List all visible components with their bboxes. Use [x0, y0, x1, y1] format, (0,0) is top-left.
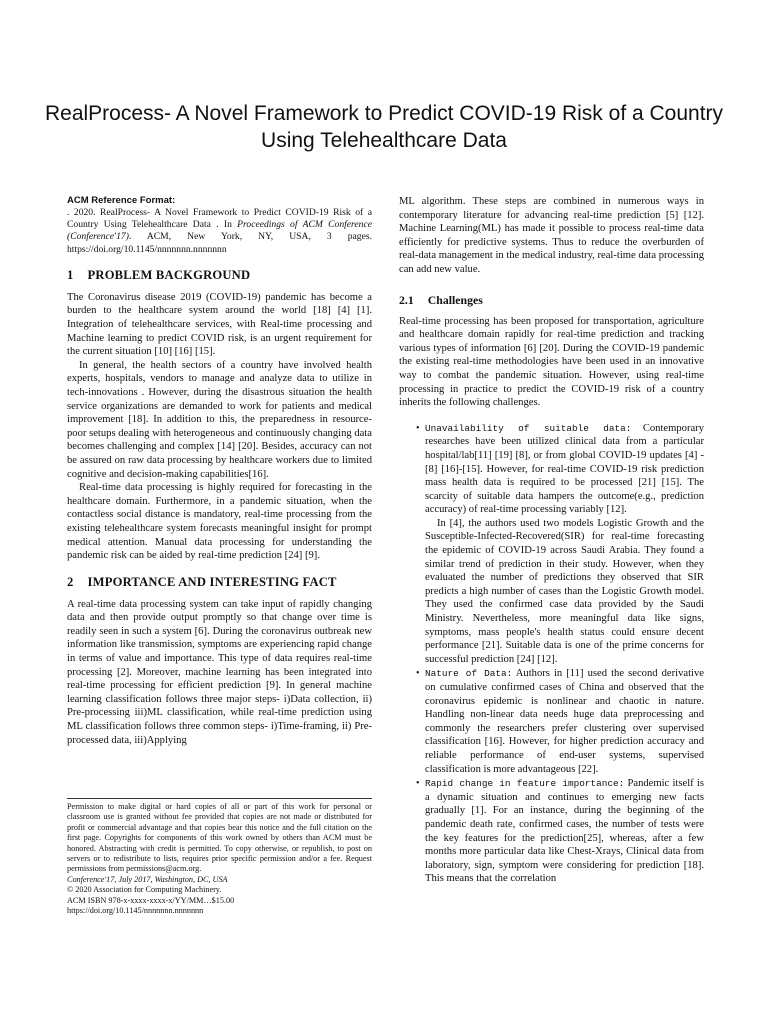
doi-line: https://doi.org/10.1145/nnnnnnn.nnnnnnn [67, 906, 204, 916]
acm-ref-text: . 2020. RealProcess- A Novel Framework to Predict COVID-19 Risk of a Country Using Telehealthcare Data . In Proceedings of ACM Conference (Conference'17). ACM, New York, NY, USA, 3 pages. https://doi.org/10.1145/nnnnnnn.nnnnnnn [67, 207, 372, 255]
right-column [399, 195, 704, 887]
isbn-line: ACM ISBN 978-x-xxxx-xxxx-x/YY/MM…$15.00 [67, 895, 235, 905]
bullet-icon: • [416, 778, 420, 790]
copyright-footnote [67, 798, 372, 916]
paragraph: Real-time processing has been proposed for transportation, agriculture and healthcare domain rapidly for real-time prediction and tracking various types of information [6] [20]. During the COVID-19 pandemic the existing real-time methodologies have been used in an innovative way to combat the pandemic situation. However, using real-time processing in practice to predict the COVID-19 risk of a country inherits the following challenges. [399, 315, 704, 409]
challenges-list [399, 422, 704, 886]
bullet-icon: • [416, 668, 420, 680]
acm-ref-heading: ACM Reference Format: [67, 195, 176, 206]
permission-notice: Permission to make digital or hard copies of all or part of this work for personal or classroom use is granted without fee provided that copies are not made or distributed for profit or commercial advantage and that copies bear this notice and the full citation on the first page. Copyrights for components of this work owned by others than ACM must be honored. Abstracting with credit is permitted. To copy otherwise, or republish, to post on servers or to redistribute to lists, requires prior specific permission and/or a fee. Request permissions from permissions@acm.org. [67, 802, 372, 874]
list-item: • Unavailability of suitable data: Contemporary researches have been utilized clinical data from a particular hospital/lab[11] [19] [8], or from global COVID-19 updates [4] - [8] [16]-[15]. However, for real-time COVID-19 risk prediction mass health data is required to be processed [21] [15]. The scarcity of suitable data hampers the outcome(e.g., prediction accuracy) of real-time processing variably [12]. In [4], the authors used two models Logistic Growth and the Susceptible-Infected-Recovered(SIR) for real-time forecasting the epidemic of COVID-19 across Saudi Arabia. They found a similar trend of prediction in their study. However, when they evaluated the number of predictions they observed that SIR predicts a high number of cases than the Logistic Growth model. They used the confirmed case data provided by the Saudi Ministry. Nevertheless, more meaningful data like signs, symptoms, mass people's health status could ensure decent performance [21]. Suitable data is one of the prime concerns for successful prediction [24] [12]. [416, 422, 705, 665]
paragraph: The Coronavirus disease 2019 (COVID-19) pandemic has become a burden to the healthcare system around the world [18] [4] [1]. Integration of telehealthcare services, with Real-time processing and Machine learning to predict COVID risk, is an urgent requirement for the current situation [10] [16] [15]. [67, 291, 372, 358]
paragraph: Real-time data processing is highly required for forecasting in the healthcare domain. Furthermore, in a pandemic situation, when the contactless social distance is mandatory, real-time processing from the existing telehealthcare system forecasts meaningful insight for prompt medical attention. Manual data processing for understanding the pandemic risk can be aided by real-time prediction [24] [9]. [67, 482, 372, 562]
paragraph: In general, the health sectors of a country have involved health experts, hospitals, vendors to manage and analyze data to utilize in tech-innovations . However, during the disastrous situation the health service organizations are demanded to work for patients and medical improvement [18]. In addition to this, the preparedness in resource-poor setups dealing with heterogeneous and continuously changing data becomes challenging and complex [14] [20]. Besides, accuracy can not be assured on raw data processing by healthcare workers due to limited cognitive and decision-making capabilities[16]. [67, 359, 372, 480]
list-item: • Nature of Data: Authors in [11] used the second derivative on cumulative confirmed cases of China and observed that the coronavirus epidemic is nonlinear and chaotic in nature. Handling non-linear data needs huge data preprocessing and commonly the researchers prefer clustering over supervised classification [16]. However, for higher prediction accuracy and reliable performance of end-user systems, supervised classification is more advantageous [22]. [416, 668, 704, 775]
left-column [67, 195, 372, 747]
subsection-heading: 2.1 Challenges [399, 292, 483, 307]
list-item: • Rapid change in feature importance: Pandemic itself is a dynamic situation and continues to emerging new facts gradually [1]. For an instance, during the beginning of the pandemic death rate, confirmed cases, the number of tests were the key features for the prediction[25], whereas, after a few months more particular data like Chest-Xrays, Clinical data from laboratory, sign, symptom were considering for prediction [18]. This means that the correlation [416, 778, 704, 885]
section-heading: 1 PROBLEM BACKGROUND [67, 267, 251, 282]
paper-title: RealProcess- A Novel Framework to Predict COVID-19 Risk of a Country Using Telehealthcare Data [44, 102, 724, 152]
paragraph: A real-time data processing system can take input of rapidly changing data and then provide output promptly so that change over time is readily seen in such a system [6]. During the coronavirus outbreak new information like transmission, symptoms are experiencing rapid change in terms of value and importance. This type of data requires real-time processing [2]. Moreover, machine learning has been integrated into real-time processing for efficient prediction [9]. In general machine learning classification follows three major steps- i)Data collection, ii) Pre-processing iii)ML classification, while real-time prediction using ML classification follows three common steps- i)Time-framing, ii) Pre-processed data, iii)Applying [67, 598, 372, 746]
conference-info: Conference'17, July 2017, Washington, DC, USA [67, 874, 228, 884]
paragraph: ML algorithm. These steps are combined in numerous ways in contemporary literature for advancing real-time prediction [5] [12]. Machine Learning(ML) has made it possible to process real-time data efficiently for predictive systems. Thus to reduce the overburden of real-data management in the medical industry, real-time data processing can add new value. [399, 196, 704, 275]
bullet-icon: • [416, 422, 420, 434]
copyright-line: © 2020 Association for Computing Machinery. [67, 885, 222, 895]
section-heading: 2 IMPORTANCE AND INTERESTING FACT [67, 574, 337, 589]
